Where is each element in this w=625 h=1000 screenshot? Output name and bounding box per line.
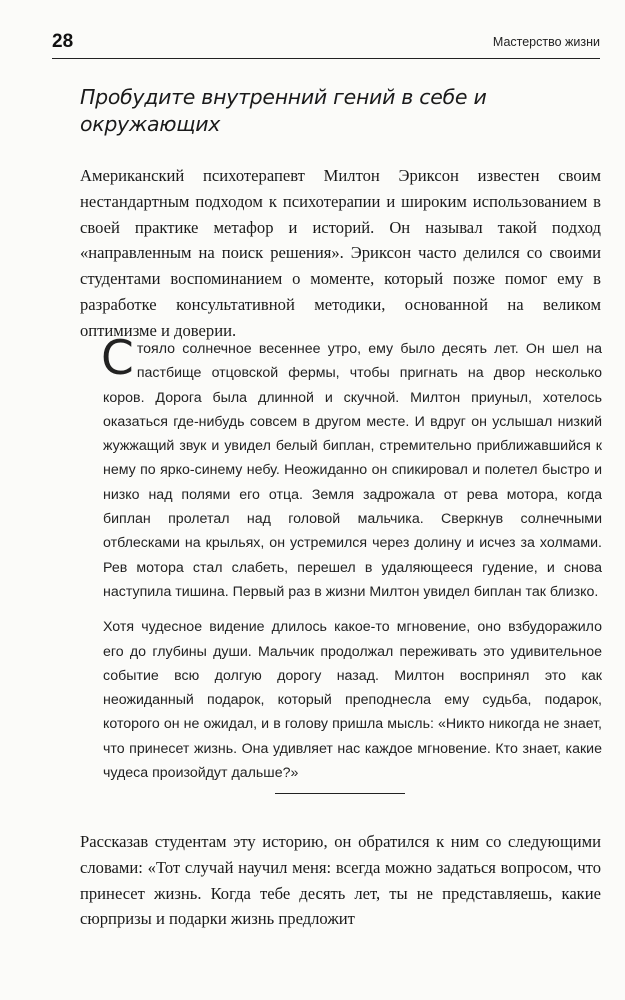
story-paragraph-2: Хотя чудесное видение длилось какое-то мгновение, оно взбудоражило его до глубины души. Мальчик продолжал переживать это удивительное событие всю долгую дорогу назад. Милтон воспринял это как неожиданный подарок, который преподнесла ему судьба, подарок, которого он не ожидал, и в голову пришла мысль: «Никто никогда не знает, что принесет жизнь. Она удивляет нас каждое мгновение. Кто знает, какие чудеса произойдут дальше?» [103,619,602,782]
running-title: Мастерство жизни [492,35,600,49]
page-number: 28 [52,31,74,52]
story-paragraph-1 [101,331,602,604]
section-divider [275,793,405,794]
drop-cap: С [101,331,134,386]
story-paragraph-1-text: тояло солнечное весеннее утро, ему было десять лет. Он шел на пастбище отцовской фермы, чтобы пригнать на двор несколько коров. Дорога была длинной и скучной. Милтон приуныл, хотелось оказаться где-нибудь совсем в другом месте. И вдруг он услышал низкий жужжащий звук и увидел белый биплан, стремительно приближавшийся к нему по ярко-синему небу. Неожиданно он спикировал и полетел быстро и низко над полями его отца. Земля задрожала от рева мотора, когда биплан пролетал над головой мальчика. Сверкнув солнечными отблесками на крыльях, он устремился через долину и исчез за холмами. Рев мотора стал слабеть, перешел в удаляющееся гудение, и снова наступила тишина. Первый раз в жизни Милтон увидел биплан так близко. [103,341,602,600]
section-title: Пробудите внутренний гений в себе и окружающих [80,85,487,136]
page-header [52,30,600,59]
intro-paragraph: Американский психотерапевт Милтон Эриксон известен своим нестандартным подходом к психотерапии и широким использованием в своей практике метафор и историй. Он называл такой подход «направленным на поиск решения». Эриксон часто делился со своими студентами воспоминанием о моменте, который позже помог ему в разработке консультативной методики, основанной на великом оптимизме и доверии. [80,166,601,340]
story-block [101,331,602,785]
closing-paragraph: Рассказав студентам эту историю, он обратился к ним со следующими словами: «Тот случай научил меня: всегда можно задаться вопросом, что принесет жизнь. Когда тебе десять лет, ты не представляешь, какие сюрпризы и подарки жизнь предложит [80,832,601,929]
